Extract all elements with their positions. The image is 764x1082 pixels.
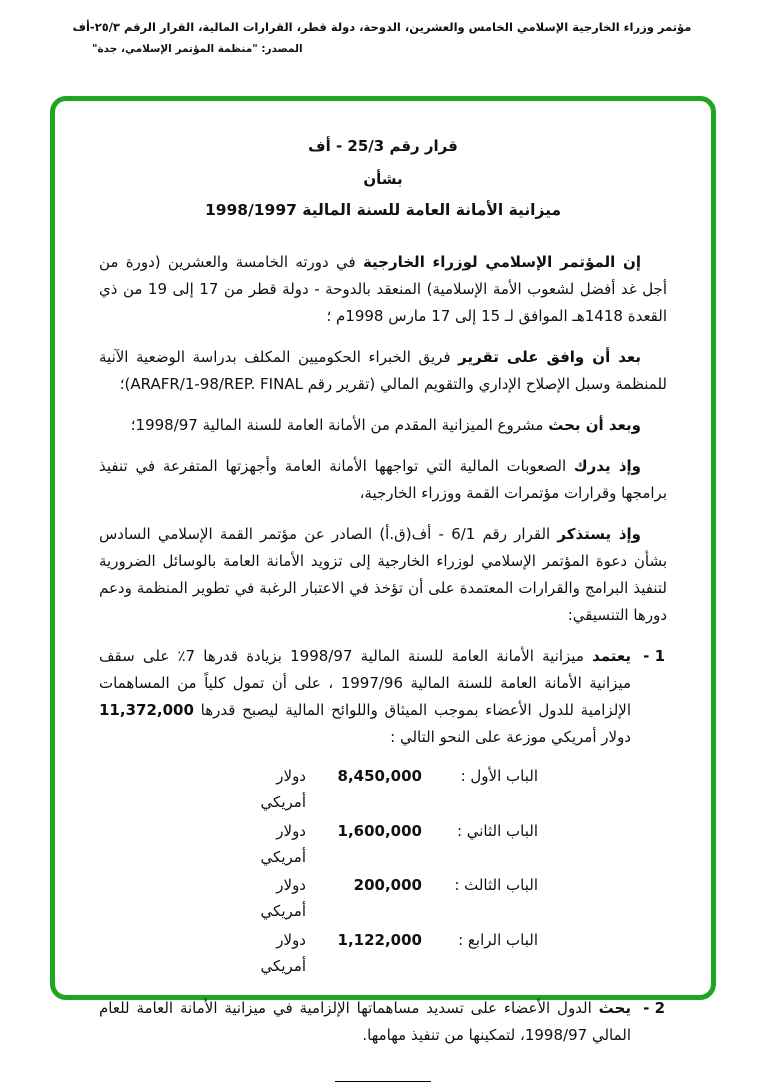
total-budget-amount: 11,372,000 [99,701,194,719]
paragraph-text: مشروع الميزانية المقدم من الأمانة العامة للسنة المالية 1998/97؛ [130,416,544,434]
document-border-frame [50,96,716,1044]
title-block [99,137,667,219]
paragraph-acknowledge [99,453,667,507]
paragraph-preamble [99,249,667,330]
paragraph-lead: إن المؤتمر الإسلامي لوزراء الخارجية [362,253,641,271]
chapter-currency: دولار أمريكي [260,821,306,866]
paragraph-lead: بعد أن وافق على تقرير [458,348,641,366]
paragraph-recall [99,521,667,629]
header-source: المصدر: "منظمة المؤتمر الإسلامي، جدة" [92,43,303,55]
chapter-label: الباب الثالث : [454,876,538,894]
item-text: الدول الأعضاء على تسديد مساهماتها الإلزامية في ميزانية الأمانة العامة للعام المالي 1998/97، لتمكينها من تنفيذ مهامها. [99,999,631,1044]
document-content [55,101,711,1044]
budget-row-chapter-2 [228,818,538,871]
item-number: 1 - [643,647,665,665]
item-lead: يعتمد [592,647,632,665]
chapter-amount: 1,600,000 [337,821,422,840]
resolution-item-1 [99,643,667,751]
item-lead: يحث [598,999,631,1017]
chapter-label: الباب الرابع : [458,930,538,949]
resolution-number: قرار رقم 25/3 - أف [308,137,458,155]
chapter-currency: دولار أمريكي [260,930,306,975]
chapter-label: الباب الأول : [460,767,538,785]
budget-row-chapter-1 [228,763,538,816]
item-text: ميزانية الأمانة العامة للسنة المالية 1998/97 بزيادة قدرها 7٪ على سقف ميزانية الأمانة العامة للسنة المالية 1997/96 ، على أن تمول كلياً من المساهمات الإلزامية للدول الأعضاء بموجب الميثاق واللوائح المالية ليصبح قدرها [99,647,631,719]
chapter-amount: 200,000 [353,876,422,894]
resolution-item-2 [99,995,667,1049]
paragraph-review [99,412,667,439]
item-text: دولار أمريكي موزعة على النحو التالي : [390,728,631,746]
title-subject: ميزانية الأمانة العامة للسنة المالية 1998/1997 [204,201,562,219]
paragraph-text: فريق الخبراء الحكوميين المكلف بدراسة الوضعية الآنية للمنظمة وسبل الإصلاح الإداري والتقويم المالي (تقرير رقم ARAFR/1-98/REP. FINAL)؛ [99,348,667,393]
paragraph-text: القرار رقم 6/1 - أف(ق.أ) الصادر عن مؤتمر القمة الإسلامي السادس بشأن دعوة المؤتمر الإسلامي لوزراء الخارجية إلى تزويد الأمانة العامة بالوسائل الضرورية لتنفيذ البرامج والقرارات المعتمدة على أن تؤخذ في الاعتبار الرغبة في تطوير المنظمة ودعم دورها التنسيقي: [99,525,667,624]
chapter-currency: دولار أمريكي [260,767,306,812]
item-number: 2 - [643,999,665,1017]
paragraph-lead: وإذ يستذكر [557,525,641,543]
paragraph-lead: وإذ يدرك [573,457,641,475]
chapter-amount: 1,122,000 [337,930,422,949]
chapter-currency: دولار أمريكي [260,876,306,921]
paragraph-approval [99,344,667,398]
budget-row-chapter-4 [228,927,538,980]
paragraph-text: الصعوبات المالية التي تواجهها الأمانة العامة وأجهزتها المتفرعة في تنفيذ برامجها وقرارات مؤتمرات القمة ووزراء الخارجية، [99,457,667,502]
budget-table [228,763,538,979]
header-citation: مؤتمر وزراء الخارجية الإسلامي الخامس والعشرين، الدوحة، دولة قطر، القرارات المالية، القرار الرقم ٢٥/٣-أف [72,20,692,34]
title-regarding: بشأن [363,170,403,188]
paragraph-lead: وبعد أن بحث [548,416,641,434]
budget-row-chapter-3 [228,872,538,925]
chapter-label: الباب الثاني : [456,821,538,840]
paragraph-text: في دورته الخامسة والعشرين (دورة من أجل غد أفضل لشعوب الأمة الإسلامية) المنعقد بالدوحة - دولة قطر من 17 إلى 19 من ذي القعدة 1418هـ الموافق لـ 15 إلى 17 مارس 1998م ؛ [99,253,667,325]
chapter-amount: 8,450,000 [337,767,422,785]
document-header [34,20,730,55]
